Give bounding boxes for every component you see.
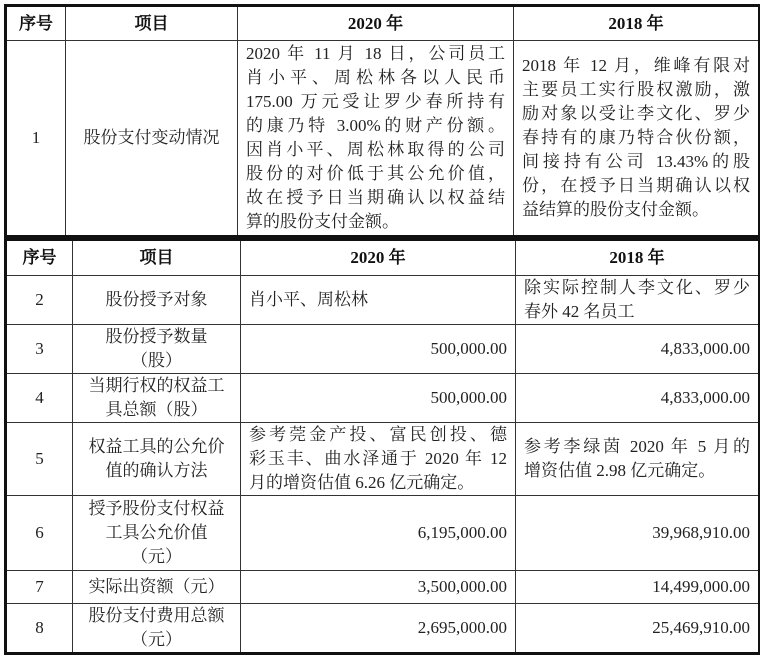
text-line: 主要员工实行股权激励，激 [522, 80, 750, 99]
row-seq: 2 [6, 276, 73, 325]
table-row [6, 276, 760, 325]
text-line: 励对象以受让李文化、罗少 [522, 104, 750, 123]
header-2020: 2020 年 [238, 6, 514, 41]
row-value-2020: 500,000.00 [241, 374, 516, 423]
row-item: 股份支付变动情况 [66, 41, 238, 237]
row-value-2020: 2,695,000.00 [241, 604, 516, 654]
text-line: 算的股份支付金额。 [246, 212, 399, 231]
text-line: 益结算的股份支付金额。 [522, 200, 709, 219]
row-seq: 3 [6, 325, 73, 374]
text-line: 值的确认方法 [105, 461, 208, 480]
row-item [73, 276, 241, 325]
row-value-2018 [516, 276, 760, 325]
text-line: 的康乃特 3.00%的财产份额。 [246, 116, 505, 135]
row-item [73, 374, 241, 423]
text-line: 工具公允价值 [105, 523, 208, 542]
header-2020: 2020 年 [241, 240, 516, 276]
text-line: 彩玉丰、曲水泽通于 2020 年 12 [249, 449, 507, 468]
header-2018: 2018 年 [516, 240, 760, 276]
text-line: 故在授予日当期确认以权益结 [246, 188, 505, 207]
row-item [73, 423, 241, 496]
row-value-2018: 39,968,910.00 [516, 496, 760, 571]
text-line: 春外 42 名员工 [524, 302, 635, 321]
row-value-2018: 25,469,910.00 [516, 604, 760, 654]
table-row [6, 374, 760, 423]
table-row [6, 604, 760, 654]
text-line: 股份授予数量 [105, 327, 208, 346]
text-line: 除实际控制人李文化、罗少 [524, 278, 750, 297]
row-seq: 7 [6, 571, 73, 604]
row-value-2018 [514, 41, 760, 237]
header-item: 项目 [73, 240, 241, 276]
table-row [6, 41, 760, 237]
text-line: 增资估值 2.98 亿元确定。 [524, 461, 716, 480]
row-seq: 6 [6, 496, 73, 571]
text-line: 因肖小平、周松林取得的公司 [246, 140, 505, 159]
text-line: 参考莞金产投、富民创投、德 [249, 425, 507, 444]
header-row [6, 6, 760, 41]
text-line: （股） [131, 351, 182, 370]
header-item: 项目 [66, 6, 238, 41]
row-value-2020 [238, 41, 514, 237]
row-value-2020 [241, 423, 516, 496]
row-value-2018: 4,833,000.00 [516, 374, 760, 423]
text-line: 春持有的康乃特合伙份额， [522, 128, 750, 147]
row-value-2020: 500,000.00 [241, 325, 516, 374]
row-value-2020: 3,500,000.00 [241, 571, 516, 604]
text-line: 当期行权的权益工 [88, 376, 225, 395]
text-line: 份，在授予日当期确认以权 [522, 176, 750, 195]
table-row [6, 571, 760, 604]
row-item [73, 325, 241, 374]
row-seq: 8 [6, 604, 73, 654]
row-value-2018: 4,833,000.00 [516, 325, 760, 374]
header-2018: 2018 年 [514, 6, 760, 41]
text-line: 2020 年 11 月 18 日，公司员工 [246, 44, 505, 63]
text-line: 实际出资额（元） [88, 577, 225, 596]
text-line: 具总额（股） [105, 400, 208, 419]
text-line: 175.00 万元受让罗少春所持有 [246, 92, 505, 111]
text-line: 月的增资估值 6.26 亿元确定。 [249, 473, 475, 492]
row-value-2020: 肖小平、周松林 [241, 276, 516, 325]
header-seq: 序号 [6, 6, 66, 41]
share-payment-table-part2 [4, 238, 760, 655]
text-line: 股份的对价低于其公允价值， [246, 164, 505, 183]
row-seq: 5 [6, 423, 73, 496]
text-line: 肖小平、周松林各以人民币 [246, 68, 505, 87]
text-line: （元） [131, 547, 182, 566]
header-seq: 序号 [6, 240, 73, 276]
table-row [6, 325, 760, 374]
row-value-2018: 14,499,000.00 [516, 571, 760, 604]
text-line: 间接持有公司 13.43%的股 [522, 152, 750, 171]
text-line: 股份支付费用总额 [88, 606, 225, 625]
text-line: 2018 年 12 月，维峰有限对 [522, 56, 750, 75]
table-row [6, 423, 760, 496]
header-row [6, 240, 760, 276]
text-line: （元） [131, 630, 182, 649]
row-item [73, 571, 241, 604]
row-value-2020: 6,195,000.00 [241, 496, 516, 571]
row-item [73, 496, 241, 571]
table-row [6, 496, 760, 571]
row-seq: 4 [6, 374, 73, 423]
text-line: 参考李绿茵 2020 年 5 月的 [524, 437, 750, 456]
row-seq: 1 [6, 41, 66, 237]
text-line: 股份授予对象 [105, 290, 208, 309]
row-item [73, 604, 241, 654]
share-payment-table-part1 [4, 4, 760, 238]
text-line: 授予股份支付权益 [88, 499, 225, 518]
row-value-2018 [516, 423, 760, 496]
text-line: 权益工具的公允价 [88, 437, 225, 456]
